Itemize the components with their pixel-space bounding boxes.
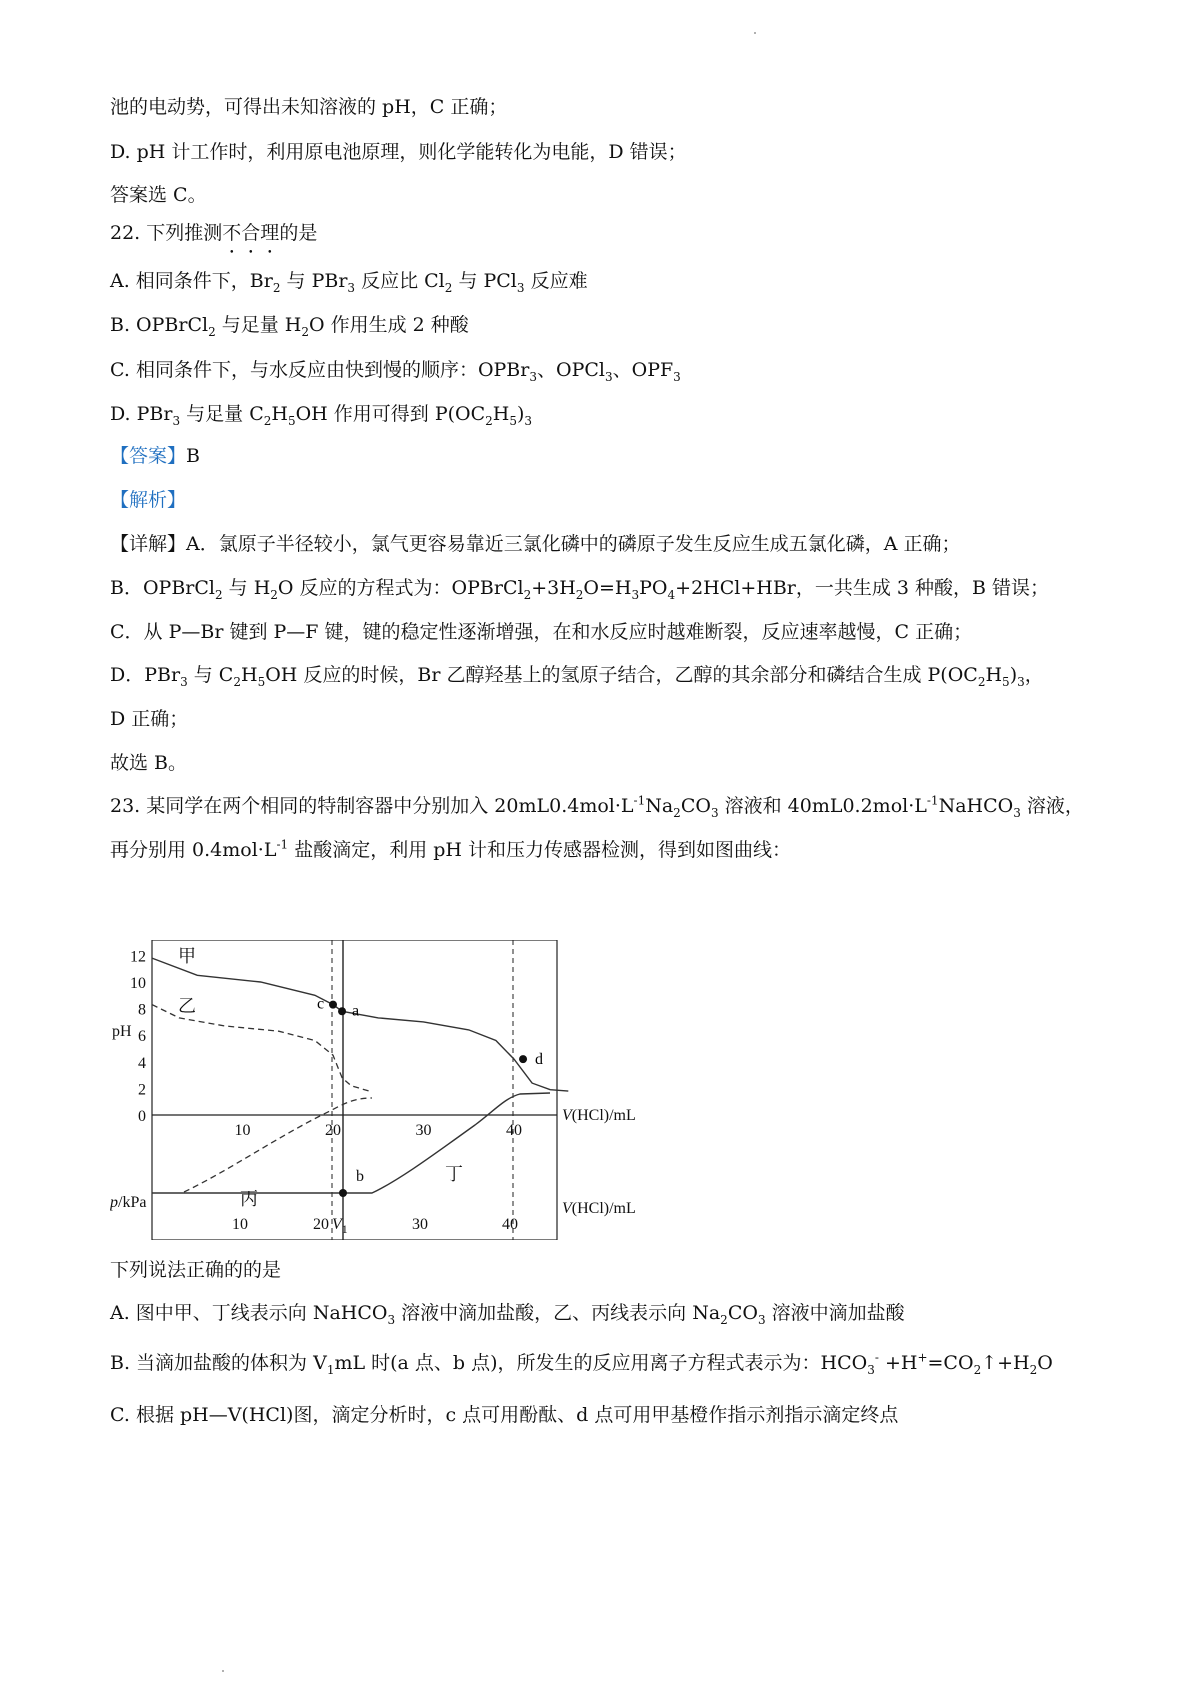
q22-suffix: 的是 [279,222,318,244]
text-line-1: 池的电动势，可得出未知溶液的 pH，C 正确； [110,96,508,118]
series-ding-label: 丁 [445,1164,463,1184]
ph-ytick-12: 12 [130,948,146,966]
q22-emph-2: 合 [241,222,261,244]
q22-detail-a: 【详解】A．氯原子半径较小，氯气更容易靠近三氯化磷中的磷原子发生反应生成五氯化磷，A 正确； [110,533,961,555]
ph-xtick-10: 10 [234,1122,251,1139]
p-xtick-30: 30 [412,1216,428,1233]
q22-conclusion: 故选 B。 [110,752,188,774]
ph-xtick-30: 30 [415,1122,432,1139]
answer-label: 【答案】 [110,445,187,467]
chart-frame [152,940,557,1240]
q23-prompt: 下列说法正确的的是 [110,1259,282,1281]
point-b-label: b [356,1168,364,1185]
q22-option-a: A. 相同条件下，$Br_2$ 与 PBr$_3$ 反应比 $Cl_2$ 与 PCl$_3$ 反应难 [110,270,588,295]
p-xtick-40: 40 [502,1216,518,1233]
series-bing-label: 丙 [240,1189,258,1209]
text-line-3: 答案选 C。 [110,184,207,206]
question-23-line-1: 23. 某同学在两个相同的特制容器中分别加入 $20mL0.4mol\cdot L^{-1}Na_2CO_3$ 溶液和 $40mL0.2mol\cdot L^{-1}NaHCO_3$ 溶液， [110,793,1084,820]
text-line-2: D. pH 计工作时，利用原电池原理，则化学能转化为电能，D 错误； [110,141,687,163]
answer-value: B [186,445,200,467]
q23-option-c: C. 根据 pH—V(HCl)图，滴定分析时，c 点可用酚酞、d 点可用甲基橙作指示剂指示滴定终点 [110,1404,899,1426]
q22-answer [110,443,200,469]
q22-option-d: D. PBr$_3$ 与足量 $C_2H_5OH$ 作用可得到 $P(OC_2H_5)_3$ [110,403,533,428]
q22-emph-3: 理 [260,222,280,244]
point-c [329,1001,337,1009]
q22-option-b: B. OPBrCl$_2$ 与足量 $H_2O$ 作用生成 2 种酸 [110,314,469,339]
ph-ytick-10: 10 [130,975,146,992]
point-c-label: c [317,995,325,1013]
point-a-label: a [352,1002,360,1020]
series-yi-line [152,1005,369,1092]
q22-detail-c: C．从 P—Br 键到 P—F 键，键的稳定性逐渐增强，在和水反应时越难断裂，反应速率越慢，C 正确； [110,621,973,643]
scan-speck-bottom [222,1670,224,1672]
point-b [339,1189,347,1197]
ph-xtick-40: 40 [506,1122,522,1139]
ph-ytick-2: 2 [138,1081,146,1099]
point-d [519,1055,527,1063]
p-xtick-20: 20 [313,1216,329,1233]
p-xtick-10: 10 [232,1216,248,1233]
p-ylabel: p/kPa [110,1194,147,1211]
point-a [338,1007,346,1015]
scan-speck-top [754,32,756,34]
ph-xlabel: V(HCl)/mL [562,1107,636,1124]
ph-xtick-20: 20 [325,1122,341,1139]
p-xtick-v1: $V_1$ [332,1216,348,1237]
series-jia-label: 甲 [178,946,196,966]
series-yi-label: 乙 [178,996,196,1016]
ph-ylabel: pH [112,1023,132,1040]
q22-detail-b: B．OPBrCl$_2$ 与 $H_2O$ 反应的方程式为：$OPBrCl_2+3H_2O=H_3PO_4+2HCl+HBr$，一共生成 3 种酸，B 错误； [110,577,1050,602]
q22-detail-d: D．PBr$_3$ 与 $C_2H_5OH$ 反应的时候，Br 乙醇羟基上的氢原子结合，乙醇的其余部分和磷结合生成 $P(OC_2H_5)_3$， [110,664,1044,689]
series-bing-line [184,1098,372,1192]
ph-ytick-4: 4 [138,1054,146,1072]
titration-chart [110,940,670,1240]
ph-ytick-8: 8 [138,1001,146,1019]
q22-option-c: C. 相同条件下，与水反应由快到慢的顺序：OPBr$_3$、OPCl$_3$、$OPF_3$ [110,359,681,384]
q22-analysis-label: 【解析】 [110,489,187,511]
ph-ytick-6: 6 [138,1028,146,1046]
series-jia-line [152,958,568,1091]
p-xlabel: V(HCl)/mL [562,1200,636,1217]
q22-detail-d-cont: D 正确； [110,708,189,730]
q22-emph-1: 不 [222,222,242,244]
q23-option-b: B. 当滴加盐酸的体积为 $V_1mL$ 时(a 点、b 点)，所发生的反应用离子方程式表示为：$HCO_3^-$ $+H^+=CO_2↑+H_2O$ [110,1350,1053,1377]
question-23-line-2: 再分别用 $0.4mol\cdot L^{-1}$ 盐酸滴定，利用 pH 计和压力传感器检测，得到如图曲线： [110,837,792,861]
question-22 [110,220,317,246]
q23-option-a: A. 图中甲、丁线表示向 NaHCO$_3$ 溶液中滴加盐酸，乙、丙线表示向 $Na_2CO_3$ 溶液中滴加盐酸 [110,1302,905,1327]
q22-prefix: 22. 下列推测 [110,222,223,244]
point-d-label: d [535,1051,544,1069]
ph-ytick-0: 0 [138,1108,146,1125]
